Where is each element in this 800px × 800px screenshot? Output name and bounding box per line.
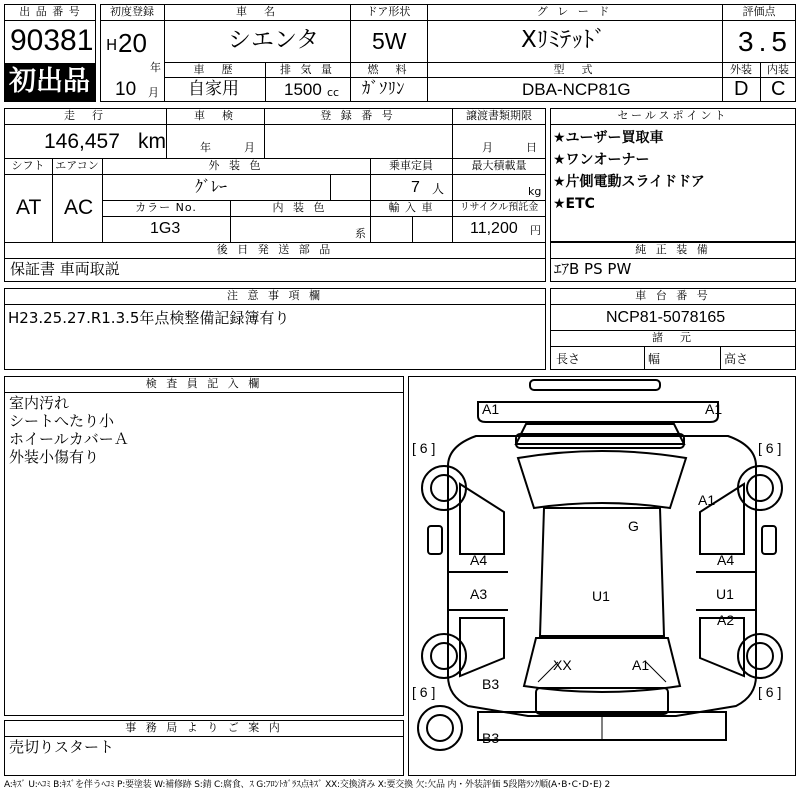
- year-value: 20: [118, 28, 147, 58]
- interior-label: 内装: [767, 63, 789, 76]
- first-listing-text: 初出品: [9, 66, 90, 97]
- first-reg-label: 初度登録: [110, 5, 154, 18]
- load-unit: kg: [528, 185, 542, 198]
- recycle-unit: 円: [530, 224, 541, 237]
- grade-value: Xﾘﾐﾃｯﾄﾞ: [521, 27, 606, 53]
- color-no-value: 1G3: [150, 220, 181, 237]
- later-parts-label: 後 日 発 送 部 品: [216, 243, 334, 256]
- notes-value: H23.25.27.R1.3.5年点検整備記録簿有り: [8, 309, 290, 327]
- width-label: 幅: [648, 352, 661, 366]
- year-unit: 年: [150, 61, 161, 74]
- mark-xx-rear: XX: [553, 657, 572, 673]
- inspector-line-4: 外装小傷有り: [9, 448, 100, 466]
- ac-value: AC: [64, 196, 94, 219]
- mileage-unit: km: [138, 130, 166, 153]
- lot-number: 90381: [10, 24, 94, 57]
- shift-label: シフト: [11, 159, 45, 172]
- equipment-label: 純 正 装 備: [635, 243, 711, 256]
- mark-a1-right-fender: A1: [698, 492, 716, 508]
- later-parts-value: 保証書 車両取説: [10, 260, 120, 278]
- door-value: 5W: [372, 28, 407, 54]
- recycle-label: リサイクル預託金: [459, 202, 539, 213]
- month-value: 10: [115, 79, 137, 100]
- mark-a1-front-left: A1: [482, 401, 500, 417]
- displacement-value: 1500: [284, 80, 322, 99]
- color-no-label: カラー No.: [135, 201, 197, 214]
- score-value: 3.5: [738, 26, 792, 57]
- car-diagram: [408, 376, 796, 776]
- mark-a4-right: A4: [717, 552, 735, 568]
- lot-number-label: 出 品 番 号: [19, 5, 81, 18]
- model-value: DBA-NCP81G: [522, 80, 631, 99]
- transfer-label: 譲渡書類期限: [466, 109, 532, 122]
- inspector-line-3: ホイールカバーＡ: [9, 430, 129, 448]
- month-unit: 月: [148, 86, 159, 99]
- load-label: 最大積載量: [471, 159, 527, 172]
- selling-point-3: ★片側電動スライドドア: [553, 174, 705, 190]
- era: H: [106, 36, 118, 54]
- mark-b3-bumper: B3: [482, 730, 500, 746]
- color-label: 外 装 色: [208, 159, 264, 172]
- import-label: 輸 入 車: [388, 201, 434, 214]
- ac-label: エアコン: [55, 159, 99, 172]
- grade-label: グ レ ー ド: [536, 5, 613, 18]
- mileage-value: 146,457: [44, 130, 120, 153]
- fuel-label: 燃 料: [367, 63, 410, 76]
- spec-label: 諸 元: [652, 331, 694, 344]
- office-value: 売切りスタート: [9, 738, 115, 756]
- notes-label: 注 意 事 項 欄: [227, 289, 323, 302]
- model-label: 型 式: [553, 63, 596, 76]
- capacity-unit: 人: [432, 182, 445, 196]
- inspector-label: 検 査 員 記 入 欄: [145, 377, 263, 390]
- car-name-label: 車 名: [236, 5, 278, 18]
- capacity-value: 7: [411, 179, 420, 196]
- selling-point-1: ★ユーザー買取車: [553, 130, 664, 146]
- history-value: 自家用: [188, 79, 239, 99]
- mark-a1-front-right: A1: [705, 401, 723, 417]
- mark-a1-rear: A1: [632, 657, 650, 673]
- car-name: シエンタ: [228, 27, 320, 53]
- exterior-label: 外装: [730, 63, 752, 76]
- mark-b3-rear-left: B3: [482, 676, 500, 692]
- capacity-label: 乗車定員: [389, 159, 433, 172]
- inspection-month: 月: [244, 141, 255, 154]
- mark-tire-fr: [ 6 ]: [758, 440, 782, 456]
- reg-no-label: 登 録 番 号: [320, 109, 396, 122]
- score-label: 評価点: [742, 5, 776, 18]
- mark-tire-rl: [ 6 ]: [412, 684, 436, 700]
- equipment-value: ｴｱB PS PW: [554, 260, 632, 278]
- transfer-month: 月: [482, 141, 493, 154]
- color-value: ｸﾞﾚｰ: [195, 177, 228, 196]
- transfer-day: 日: [526, 141, 537, 154]
- mileage-label: 走 行: [64, 109, 106, 122]
- recycle-value: 11,200: [470, 220, 518, 237]
- exterior-value: D: [734, 78, 749, 100]
- mark-a3-left: A3: [470, 586, 488, 602]
- mark-tire-fl: [ 6 ]: [412, 440, 436, 456]
- int-color-unit: 系: [355, 227, 366, 240]
- interior-value: C: [771, 78, 786, 100]
- office-label: 事 務 局 よ り ご 案 内: [125, 721, 283, 734]
- selling-points-label: セールスポイント: [617, 109, 729, 122]
- inspection-label: 車 検: [194, 109, 236, 122]
- mark-u1-roof: U1: [592, 588, 610, 604]
- length-label: 長さ: [556, 352, 581, 366]
- chassis-label: 車 台 番 号: [635, 289, 711, 302]
- door-label: ドア形状: [366, 5, 411, 18]
- chassis-value: NCP81-5078165: [606, 309, 726, 326]
- legend-text: A:ｷｽﾞ U:ﾍｺﾐ B:ｷｽﾞを伴うﾍｺﾐ P:要塗装 W:補修跡 S:錆 C:腐食、ｽ G:ﾌﾛﾝﾄｶﾞﾗｽ点ｷｽﾞ XX:交換済み X:要交換 欠:欠品 内・外装評価 5段階ﾗﾝｸ順(A･B･C･D･E) 2: [4, 780, 610, 790]
- mark-u1-right: U1: [716, 586, 734, 602]
- inspector-line-2: シートへたり小: [9, 412, 115, 430]
- int-color-label: 内 装 色: [272, 201, 328, 214]
- history-label: 車 歴: [193, 63, 236, 76]
- selling-point-4: ★ETC: [553, 196, 595, 212]
- inspection-year: 年: [200, 141, 211, 154]
- mark-g-windshield: G: [628, 518, 639, 534]
- height-label: 高さ: [724, 352, 749, 366]
- fuel-value: ｶﾞｿﾘﾝ: [362, 79, 405, 99]
- mark-a4-left: A4: [470, 552, 488, 568]
- mark-a2-right: A2: [717, 612, 735, 628]
- inspector-line-1: 室内汚れ: [9, 394, 70, 412]
- displacement-unit: cc: [327, 86, 340, 99]
- selling-point-2: ★ワンオーナー: [553, 152, 650, 168]
- shift-value: AT: [16, 196, 42, 219]
- displacement-label: 排 気 量: [280, 63, 335, 76]
- mark-tire-rr: [ 6 ]: [758, 684, 782, 700]
